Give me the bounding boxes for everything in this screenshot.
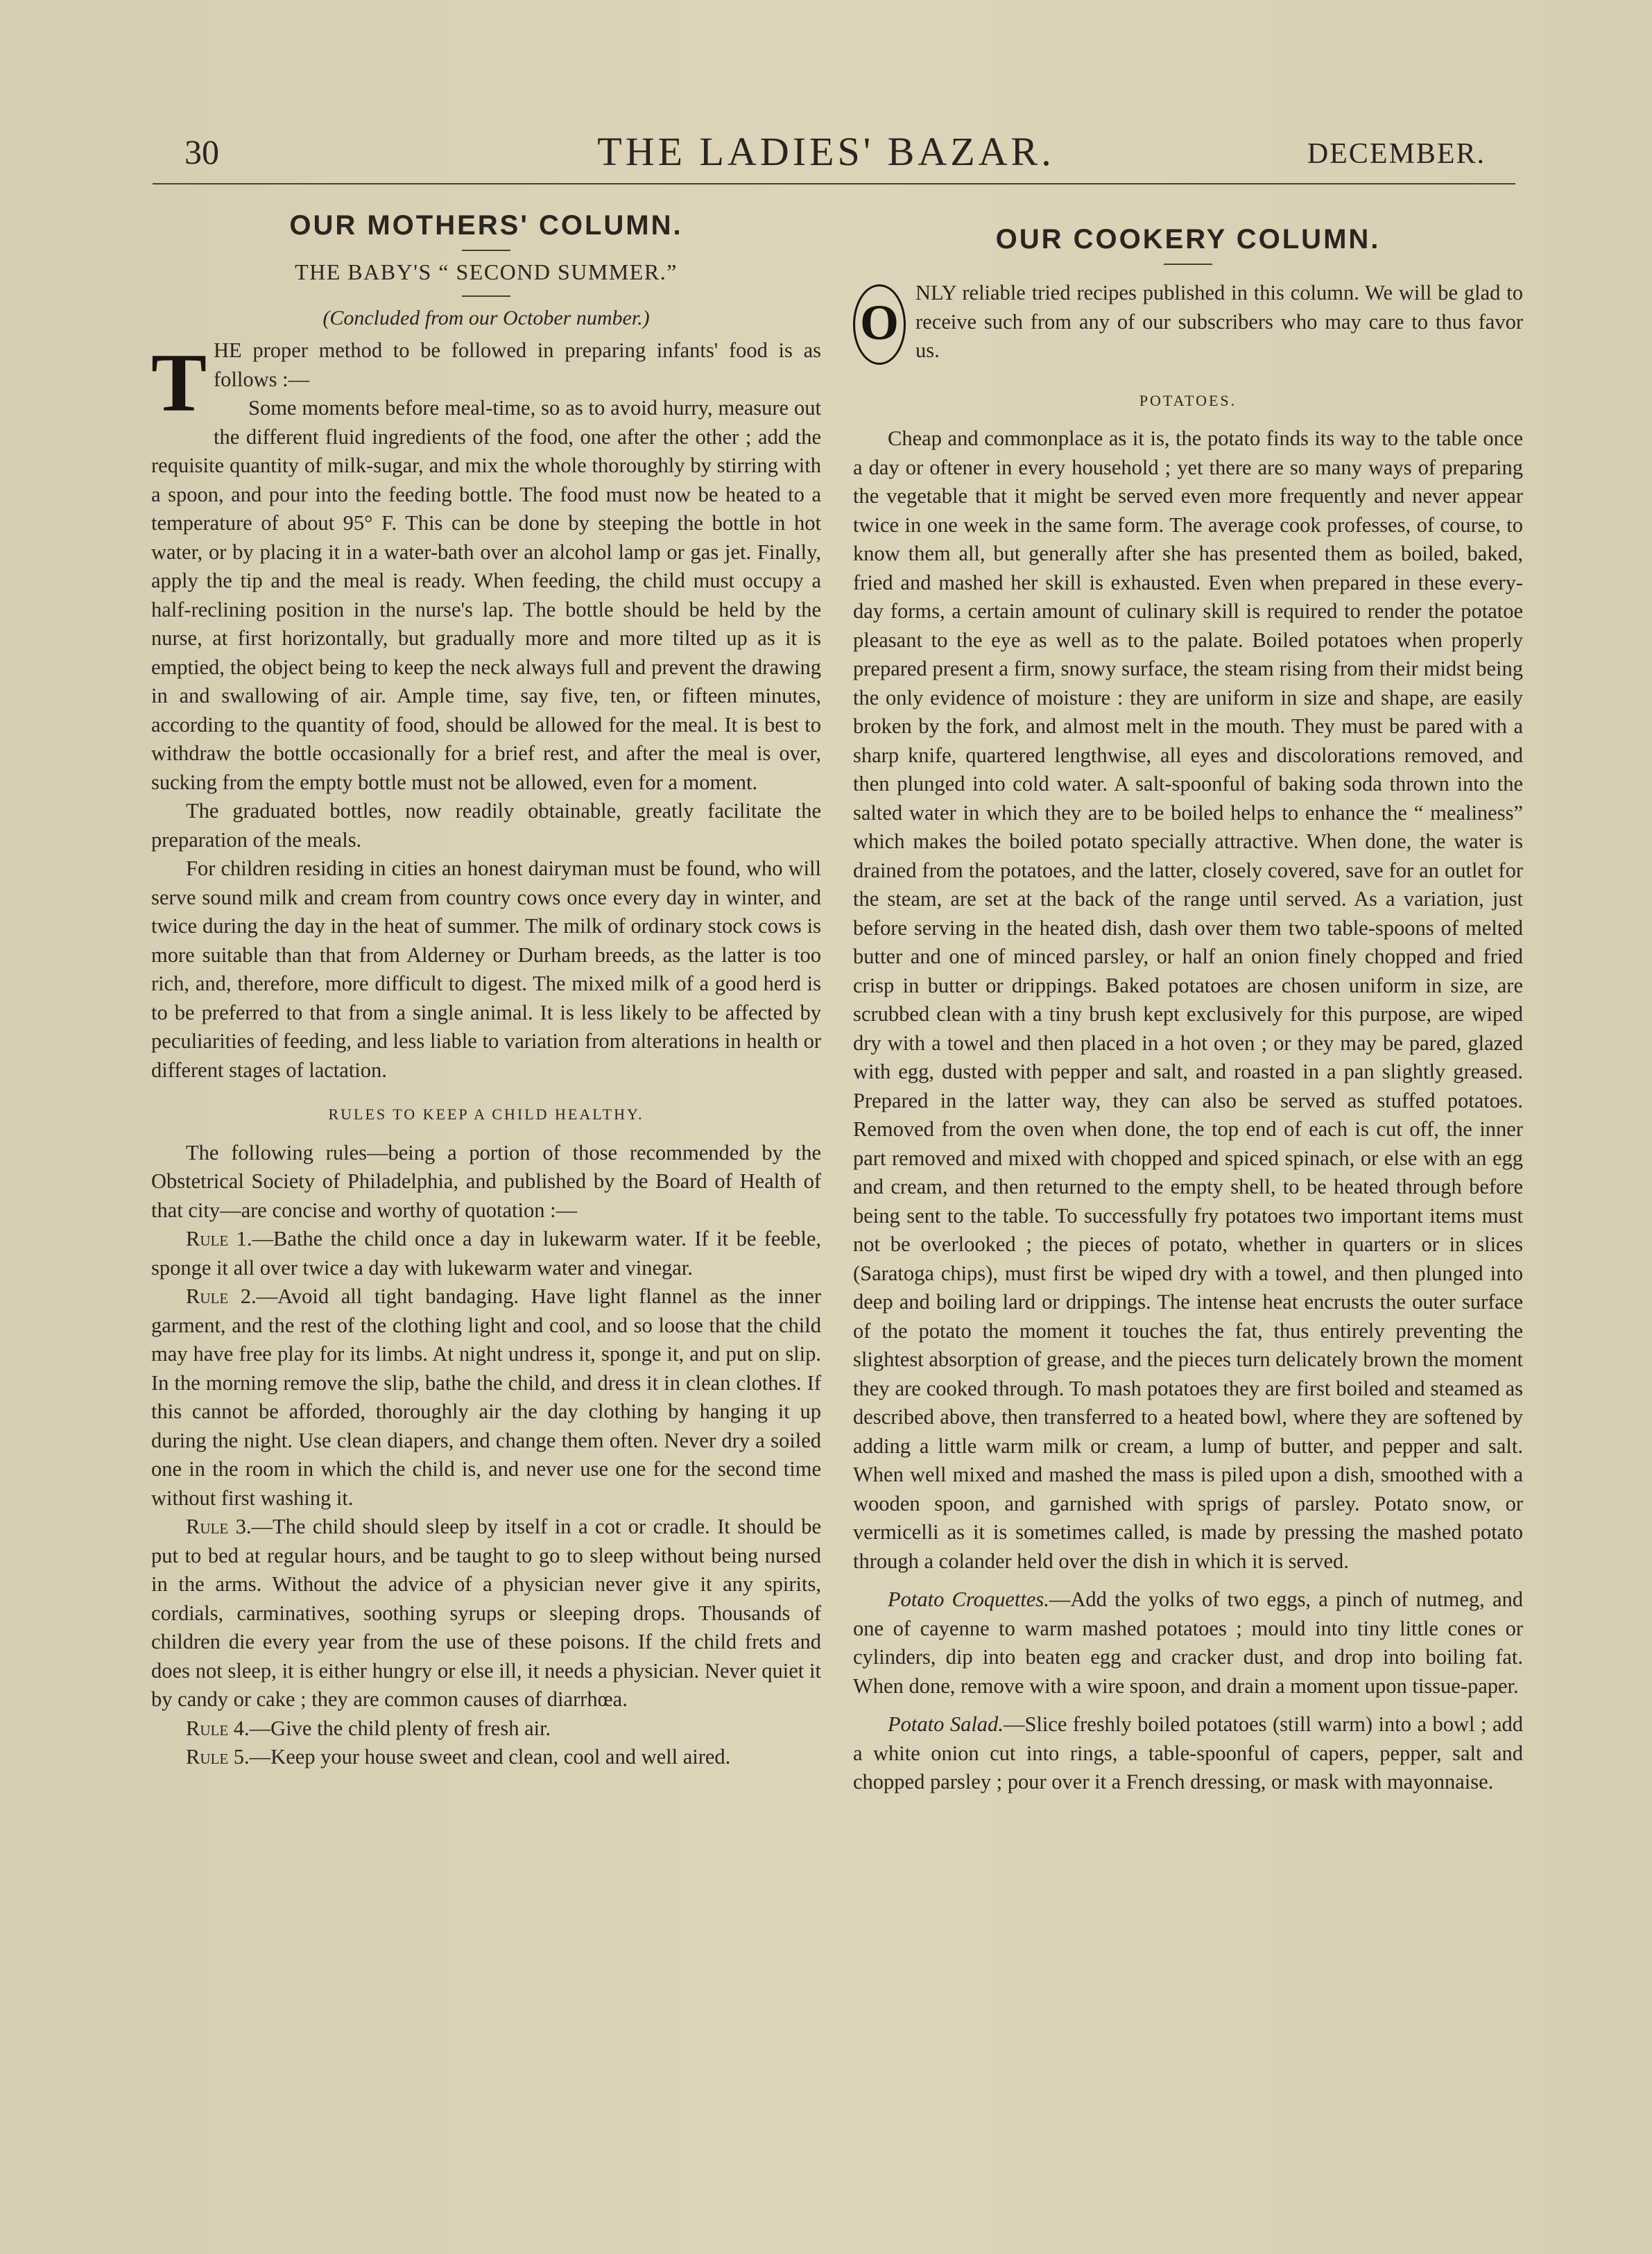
- paragraph: The graduated bottles, now readily obtainable, greatly facilitate the preparation of the meals.: [151, 799, 821, 852]
- potatoes-heading: POTATOES.: [1139, 391, 1237, 409]
- recipe-salad: [853, 1710, 1523, 1797]
- rule-label: Rule 5.: [186, 1745, 250, 1769]
- rule-4: [151, 1714, 821, 1744]
- rule-label: Rule 2.: [186, 1284, 257, 1308]
- cookery-column-heading: OUR COOKERY COLUMN.: [995, 224, 1381, 255]
- header-rule-left: [153, 183, 534, 184]
- rule-text: —Avoid all tight bandaging. Have light flannel as the inner garment, and the rest of the clothing light and cool, and so loose that the child may have free play for its limbs. At night undress it, sponge it, and put on slip. In the morning remove the slip, bathe the child, and dress it in clean clothes. If this cannot be afforded, thoroughly air the day clothing by hanging it up during the night. Use clean diapers, and change them often. Never dry a soiled one in the room in which the child is, and never use one for the second time without first washing it.: [151, 1284, 821, 1510]
- rule-text: —Keep your house sweet and clean, cool and well aired.: [249, 1745, 731, 1769]
- page-header: [0, 125, 1652, 180]
- spacer: [853, 208, 1523, 222]
- mothers-column-heading: OUR MOTHERS' COLUMN.: [289, 210, 683, 241]
- spacer: [853, 1701, 1523, 1710]
- dropcap-o: O: [853, 284, 906, 365]
- rule-label: Rule 1.: [186, 1227, 252, 1250]
- issue-month: DECEMBER.: [1307, 138, 1486, 170]
- rule-5: [151, 1743, 821, 1772]
- rule-text: —The child should sleep by itself in a cot or cradle. It should be put to bed at regular hours, and be taught to go to sleep without being nursed in the arms. Without the advice of a physician never give it any spirits, cordials, carminatives, soothing syrups or sleeping drops. Thousands of children die every year from the use of these poisons. If the child frets and does not sleep, it is either hungry or else ill, it needs a physician. Never quiet it by candy or cake ; they are common causes of diarrhœa.: [151, 1515, 821, 1711]
- opening-paragraph: [151, 336, 821, 429]
- paragraph: Some moments before meal-time, so as to avoid hurry, measure out the different fluid ingredients of the food, one after the other ; add the requisite quantity of milk-sugar, and mix the whole thoroughly by stirring with a spoon, and pour into the feeding bottle. The food must now be heated to a temperature of about 95° F. This can be done by steeping the bottle in hot water, or by placing it in a water-bath over an alcohol lamp or gas jet. Finally, apply the tip and the meal is ready. When feeding, the child must occupy a half-reclining position in the nurse's lap. The bottle should be held by the nurse, at first horizontally, but gradually more and more tilted up as it is emptied, the object being to keep the neck always full and prevent the drawing in and swallowing of air. Ample time, say five, ten, or fifteen minutes, according to the quantity of food, should be allowed for the meal. It is best to withdraw the bottle occasionally for a brief rest, and after the meal is over, sucking from the empty bottle must not be allowed, even for a moment.: [151, 396, 821, 794]
- paragraph: Cheap and commonplace as it is, the potato finds its way to the table once a day or oftener in every household ; yet there are so many ways of preparing the vegetable that it might be served even more frequently and never appear twice in one week in the same form. The average cook professes, of course, to know them all, but generally after she has presented them as boiled, baked, fried and mashed her skill is exhausted. Even when prepared in these every-day forms, a certain amount of culinary skill is required to render the potatoe pleasant to the eye as well as to the palate. Boiled potatoes when properly prepared present a firm, snowy surface, the steam rising from their midst being the only evidence of moisture : they are uniform in size and shape, are easily broken by the fork, and almost melt in the mouth. They must be pared with a sharp knife, quartered lengthwise, all eyes and discolorations removed, and then plunged into cold water. A salt-spoonful of baking soda thrown into the salted water in which they are to be boiled helps to enhance the “ mealiness” which makes the boiled potato specially attractive. When done, the water is drained from the potatoes, and the latter, closely covered, save for an outlet for the steam, are set at the back of the range until served. As a variation, just before serving in the heated dish, dash over them two table-spoons of melted butter and one of minced parsley, or half an onion finely chopped and fried crisp in butter or drippings. Baked potatoes are chosen uniform in size, are scrubbed clean with a tiny brush kept exclusively for this purpose, are wiped dry with a towel and then placed in a hot oven ; or they may be pared, glazed with egg, dusted with pepper and salt, and roasted in a pan slightly greased. Prepared in the latter way, they can also be served as stuffed potatoes. Removed from the oven when done, the top end of each is cut off, the inner part removed and mixed with chopped and spiced spinach, or else with an egg and cream, and then returned to the empty shell, to be heated through before being sent to the table. To successfully fry potatoes two important items must not be overlooked ; the pieces of potato, whether in quarters or in slices (Saratoga chips), must first be wiped dry with a towel, and then plunged into deep and boiling lard or drippings. The intense heat encrusts the outer surface of the potato the moment it touches the fat, thus entirely preventing the slightest absorption of grease, and the pieces turn delicately brown the moment they are cooked through. To mash potatoes they are first boiled and steamed as described above, then transferred to a heated bowl, where they are softened by adding a little warm milk or cream, a lump of butter, and pepper and salt. When well mixed and mashed the mass is piled upon a dish, smoothed with a wooden spoon, and garnished with sprigs of parsley. Potato snow, or vermicelli as it is sometimes called, is made by pressing the mashed potato through a colander held over the dish in which it is served.: [853, 427, 1523, 1573]
- heading-divider: [462, 250, 510, 251]
- intro-text: NLY reliable tried recipes published in this column. We will be glad to receive such from any of our subscribers who may care to thus favor us.: [915, 281, 1523, 362]
- paragraph: The following rules—being a portion of those recommended by the Obstetrical Society of Philadelphia, and published by the Board of Health of that city—are concise and worthy of quotation :—: [151, 1140, 821, 1222]
- subtitle-divider: [462, 295, 510, 297]
- header-rule-right: [534, 183, 1515, 184]
- rule-2: [151, 1282, 821, 1513]
- recipe-text: —Slice freshly boiled potatoes (still warm) into a bowl ; add a white onion cut into rings, a table-spoonful of capers, pepper, salt and chopped parsley ; pour over it a French dressing, or mask with mayonnaise.: [853, 1712, 1523, 1793]
- rule-text: —Give the child plenty of fresh air.: [249, 1716, 551, 1740]
- rule-label: Rule 4.: [186, 1716, 250, 1740]
- spacer: [853, 1576, 1523, 1585]
- rule-1: [151, 1225, 821, 1282]
- cookery-column: [853, 208, 1523, 1797]
- paragraph: For children residing in cities an honest dairyman must be found, who will serve sound milk and cream from country cows once every day in winter, and twice during the day in the heat of summer. The milk of ordinary stock cows is more suitable than that from Alderney or Durham breeds, as the latter is too rich, and, therefore, more difficult to digest. The mixed milk of a good herd is to be preferred to that from a single animal. It is less likely to be affected by peculiarities of feeding, and less liable to variation from alterations in health or different stages of lactation.: [151, 857, 821, 1082]
- recipe-croquettes: [853, 1585, 1523, 1701]
- article-subtitle: THE BABY'S “ SECOND SUMMER.”: [295, 259, 678, 284]
- rule-3: [151, 1513, 821, 1714]
- recipe-title: Potato Salad.: [888, 1712, 1004, 1736]
- magazine-title: THE LADIES' BAZAR.: [597, 129, 1055, 174]
- recipe-title: Potato Croquettes.: [888, 1588, 1049, 1611]
- page-number: 30: [184, 132, 219, 171]
- rules-heading: RULES TO KEEP A CHILD HEALTHY.: [328, 1106, 644, 1123]
- mothers-column: [151, 208, 821, 1772]
- cookery-intro: [853, 279, 1523, 365]
- dropcap-t: T: [151, 336, 207, 429]
- heading-divider: [1164, 264, 1212, 265]
- continuation-note: (Concluded from our October number.): [322, 306, 650, 329]
- opening-text: HE proper method to be followed in preparing infants' food is as follows :—: [214, 338, 821, 391]
- recipe-text: —Add the yolks of two eggs, a pinch of nutmeg, and one of cayenne to warm mashed potatoes ; mould into tiny little cones or cylinders, dip into beaten egg and cracker dust, and drop into boiling fat. When done, remove with a wire spoon, and drain a moment upon tissue-paper.: [853, 1588, 1524, 1698]
- rule-text: —Bathe the child once a day in lukewarm water. If it be feeble, sponge it all over twice a day with lukewarm water and vinegar.: [151, 1227, 821, 1280]
- rule-label: Rule 3.: [186, 1515, 252, 1538]
